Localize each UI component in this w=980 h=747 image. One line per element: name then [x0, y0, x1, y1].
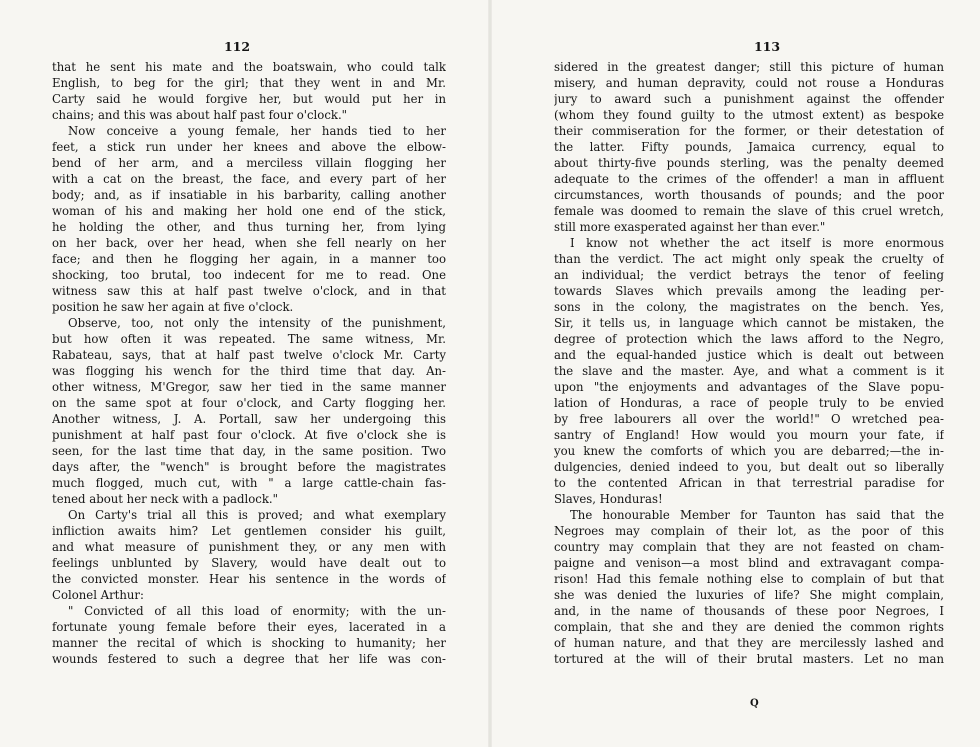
- text-line: English, to beg for the girl; that they went in and Mr.: [52, 76, 446, 90]
- text-line: complain, that she and they are denied the common rights: [554, 620, 944, 634]
- text-line: towards Slaves which prevails among the leading per-: [554, 284, 944, 298]
- text-line: he holding the other, and thus turning her, from lying: [52, 220, 446, 234]
- text-line: santry of England! How would you mourn your fate, if: [554, 428, 944, 442]
- text-line: Carty said he would forgive her, but would put her in: [52, 92, 446, 106]
- text-line: (whom they found guilty to the utmost extent) as bespoke: [554, 108, 944, 122]
- text-line: manner the recital of which is shocking to humanity; her: [52, 636, 446, 650]
- text-line: Sir, it tells us, in language which cannot be mistaken, the: [554, 316, 944, 330]
- text-line: chains; and this was about half past four o'clock.": [52, 108, 348, 122]
- text-line: I know not whether the act itself is more enormous: [570, 236, 944, 250]
- text-line: witness saw this at half past twelve o'clock, and in that: [52, 284, 446, 298]
- text-line: about thirty-five pounds sterling, was the penalty deemed: [554, 156, 944, 170]
- text-line: and what measure of punishment they, or any men with: [52, 540, 446, 554]
- text-line: adequate to the crimes of the offender! a man in affluent: [554, 172, 944, 186]
- text-line: was flogging his wench for the third time that day. An-: [52, 364, 446, 378]
- text-line: body; and, as if insatiable in his barbarity, calling another: [52, 188, 446, 202]
- text-line: On Carty's trial all this is proved; and what exemplary: [68, 508, 446, 522]
- text-line: sons in the colony, the magistrates on the bench. Yes,: [554, 300, 944, 314]
- text-line: you knew the comforts of which you are debarred;—the in-: [554, 444, 944, 458]
- text-line: she was denied the luxuries of life? She might complain,: [554, 588, 944, 602]
- text-line: much flogged, much cut, with " a large cattle-chain fas-: [52, 476, 446, 490]
- text-line: the slave and the master. Aye, and what a comment is it: [554, 364, 944, 378]
- text-line: with a cat on the breast, the face, and every part of her: [52, 172, 446, 186]
- text-line: misery, and human depravity, could not rouse a Honduras: [554, 76, 944, 90]
- text-line: the convicted monster. Hear his sentence in the words of: [52, 572, 446, 586]
- text-line: upon "the enjoyments and advantages of the Slave popu-: [554, 380, 944, 394]
- signature-mark: Q: [750, 698, 759, 709]
- text-line: Colonel Arthur:: [52, 588, 144, 602]
- text-line: lation of Honduras, a race of people truly to be envied: [554, 396, 944, 410]
- text-line: female was doomed to remain the slave of this cruel wretch,: [554, 204, 944, 218]
- text-line: The honourable Member for Taunton has said that the: [570, 508, 944, 522]
- text-line: by free labourers all over the world!" O wretched pea-: [554, 412, 944, 426]
- text-line: days after, the "wench" is brought before the magistrates: [52, 460, 446, 474]
- text-line: still more exasperated against her than ever.": [554, 220, 826, 234]
- text-line: circumstances, worth thousands of pounds; and the poor: [554, 188, 944, 202]
- text-line: Negroes may complain of their lot, as the poor of this: [554, 524, 944, 538]
- text-line: their commiseration for the former, or their detestation of: [554, 124, 944, 138]
- text-line: the latter. Fifty pounds, Jamaica currency, equal to: [554, 140, 944, 154]
- text-line: that he sent his mate and the boatswain, who could talk: [52, 60, 446, 74]
- text-line: sidered in the greatest danger; still this picture of human: [554, 60, 944, 74]
- text-line: fortunate young female before their eyes, lacerated in a: [52, 620, 446, 634]
- page-number-left: 112: [223, 39, 251, 54]
- text-line: than the verdict. The act might only speak the cruelty of: [554, 252, 944, 266]
- right-page: [490, 0, 980, 747]
- text-line: position he saw her again at five o'clock.: [52, 300, 294, 314]
- text-line: shocking, too brutal, too indecent for me to read. One: [52, 268, 446, 282]
- text-line: jury to award such a punishment against the offender: [554, 92, 944, 106]
- text-line: face; and then he flogging her again, in a manner too: [52, 252, 446, 266]
- text-line: Now conceive a young female, her hands tied to her: [68, 124, 446, 138]
- text-line: to the contented African in that terrestrial paradise for: [554, 476, 944, 490]
- text-line: tortured at the will of their brutal masters. Let no man: [554, 652, 944, 666]
- text-line: Slaves, Honduras!: [554, 492, 663, 506]
- text-line: bend of her arm, and a merciless villain flogging her: [52, 156, 446, 170]
- text-line: on the same spot at four o'clock, and Carty flogging her.: [52, 396, 446, 410]
- text-line: degree of protection which the laws afford to the Negro,: [554, 332, 944, 346]
- text-line: rison! Had this female nothing else to complain of but that: [554, 572, 944, 586]
- text-line: Another witness, J. A. Portall, saw her undergoing this: [52, 412, 446, 426]
- text-line: woman of his and making her hold one end of the stick,: [52, 204, 446, 218]
- text-line: and, in the name of thousands of these poor Negroes, I: [554, 604, 944, 618]
- text-line: feet, a stick run under her knees and above the elbow-: [52, 140, 446, 154]
- text-line: punishment at half past four o'clock. At five o'clock she is: [52, 428, 446, 442]
- page-number-right: 113: [753, 39, 781, 54]
- text-line: Rabateau, says, that at half past twelve o'clock Mr. Carty: [52, 348, 446, 362]
- text-line: seen, for the last time that day, in the same position. Two: [52, 444, 446, 458]
- text-line: country may complain that they are not feasted on cham-: [554, 540, 944, 554]
- text-line: paigne and venison—a most blind and extravagant compa-: [554, 556, 944, 570]
- text-line: other witness, M'Gregor, saw her tied in the same manner: [52, 380, 446, 394]
- text-line: and the equal-handed justice which is dealt out between: [554, 348, 944, 362]
- text-line: on her back, over her head, when she fell nearly on her: [52, 236, 446, 250]
- text-line: tened about her neck with a padlock.": [52, 492, 279, 506]
- text-line: " Convicted of all this load of enormity; with the un-: [68, 604, 446, 618]
- right-page-text: [554, 59, 944, 667]
- text-line: dulgencies, denied indeed to you, but dealt out so liberally: [554, 460, 944, 474]
- text-line: of human nature, and that they are mercilessly lashed and: [554, 636, 944, 650]
- text-line: but how often it was repeated. The same witness, Mr.: [52, 332, 446, 346]
- text-line: an individual; the verdict betrays the tenor of feeling: [554, 268, 944, 282]
- text-line: Observe, too, not only the intensity of the punishment,: [68, 316, 446, 330]
- left-page-text: [52, 59, 446, 667]
- text-line: feelings unblunted by Slavery, would have dealt out to: [52, 556, 446, 570]
- text-line: infliction awaits him? Let gentlemen consider his guilt,: [52, 524, 446, 538]
- text-line: wounds festered to such a degree that her life was con-: [52, 652, 446, 666]
